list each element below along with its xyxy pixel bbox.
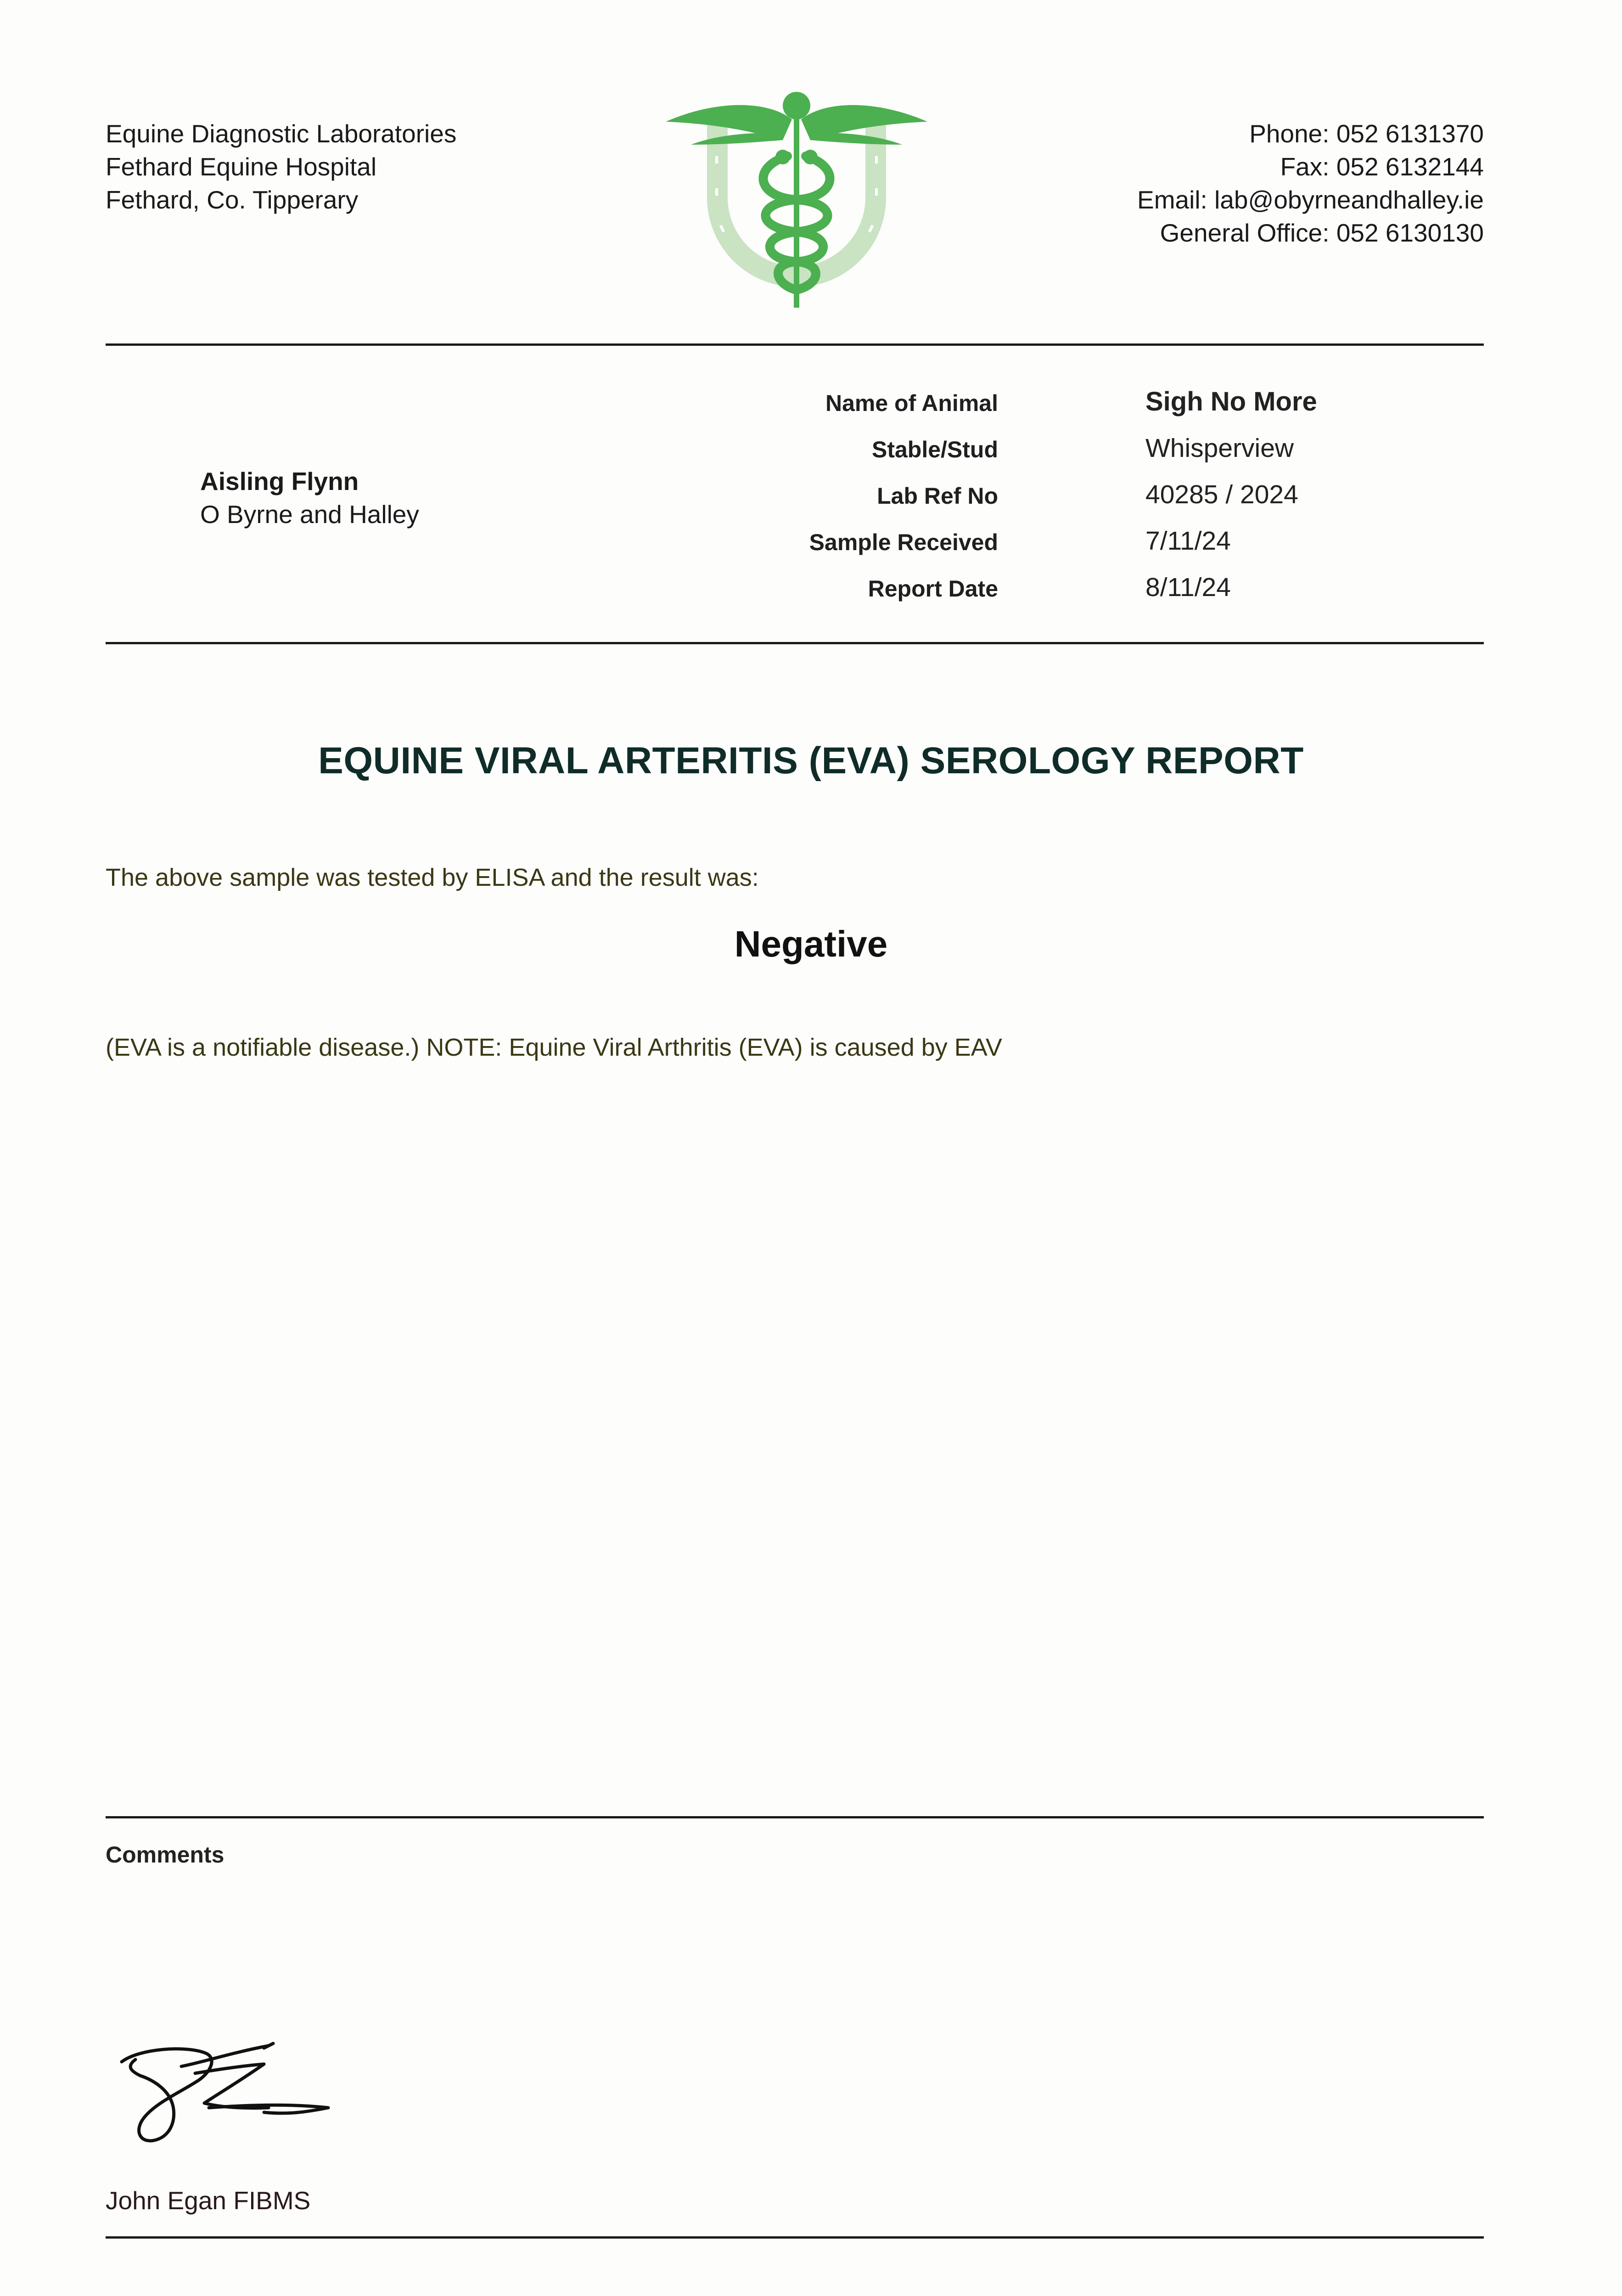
details-divider	[106, 642, 1484, 644]
stable-value: Whisperview	[1145, 433, 1294, 463]
recipient-name: Aisling Flynn	[200, 467, 359, 495]
contact-phone: Phone: 052 6131370	[1249, 119, 1484, 148]
lab-location: Fethard, Co. Tipperary	[106, 186, 359, 214]
animal-name-value: Sigh No More	[1145, 387, 1317, 416]
comments-divider	[106, 1816, 1484, 1818]
stable-label: Stable/Stud	[871, 437, 998, 462]
footer-divider	[106, 2236, 1484, 2239]
contact-office: General Office: 052 6130130	[1160, 219, 1484, 247]
sample-received-label: Sample Received	[809, 529, 998, 555]
animal-name-label: Name of Animal	[825, 390, 998, 416]
test-intro: The above sample was tested by ELISA and the result was:	[106, 864, 759, 891]
detail-row-report-date	[780, 573, 1331, 619]
report-note: (EVA is a notifiable disease.) NOTE: Equine Viral Arthritis (EVA) is caused by EAV	[106, 1034, 1002, 1061]
sample-received-value: 7/11/24	[1145, 526, 1231, 556]
comments-label: Comments	[106, 1842, 224, 1868]
lab-name: Equine Diagnostic Laboratories	[106, 119, 457, 148]
detail-row-lab-ref	[780, 480, 1331, 526]
contact-info	[1137, 117, 1484, 249]
report-date-label: Report Date	[868, 576, 998, 602]
test-result: Negative	[734, 923, 888, 964]
caduceus-horseshoe-icon	[663, 87, 930, 312]
report-title: EQUINE VIRAL ARTERITIS (EVA) SEROLOGY REPORT	[318, 740, 1304, 782]
lab-address	[106, 117, 456, 216]
signature-image	[112, 2039, 337, 2149]
contact-fax: Fax: 052 6132144	[1280, 152, 1484, 181]
recipient-organisation: O Byrne and Halley	[200, 500, 419, 529]
detail-row-animal	[780, 387, 1331, 433]
header-divider	[106, 343, 1484, 346]
contact-email: Email: lab@obyrneandhalley.ie	[1137, 186, 1484, 214]
report-date-value: 8/11/24	[1145, 573, 1231, 602]
lab-ref-value: 40285 / 2024	[1145, 480, 1298, 509]
signer-name: John Egan FIBMS	[106, 2186, 311, 2215]
sample-details	[780, 387, 1331, 619]
recipient-block	[200, 465, 419, 531]
lab-hospital: Fethard Equine Hospital	[106, 152, 377, 181]
lab-ref-label: Lab Ref No	[877, 483, 998, 509]
detail-row-stable	[780, 433, 1331, 480]
detail-row-sample-received	[780, 526, 1331, 573]
